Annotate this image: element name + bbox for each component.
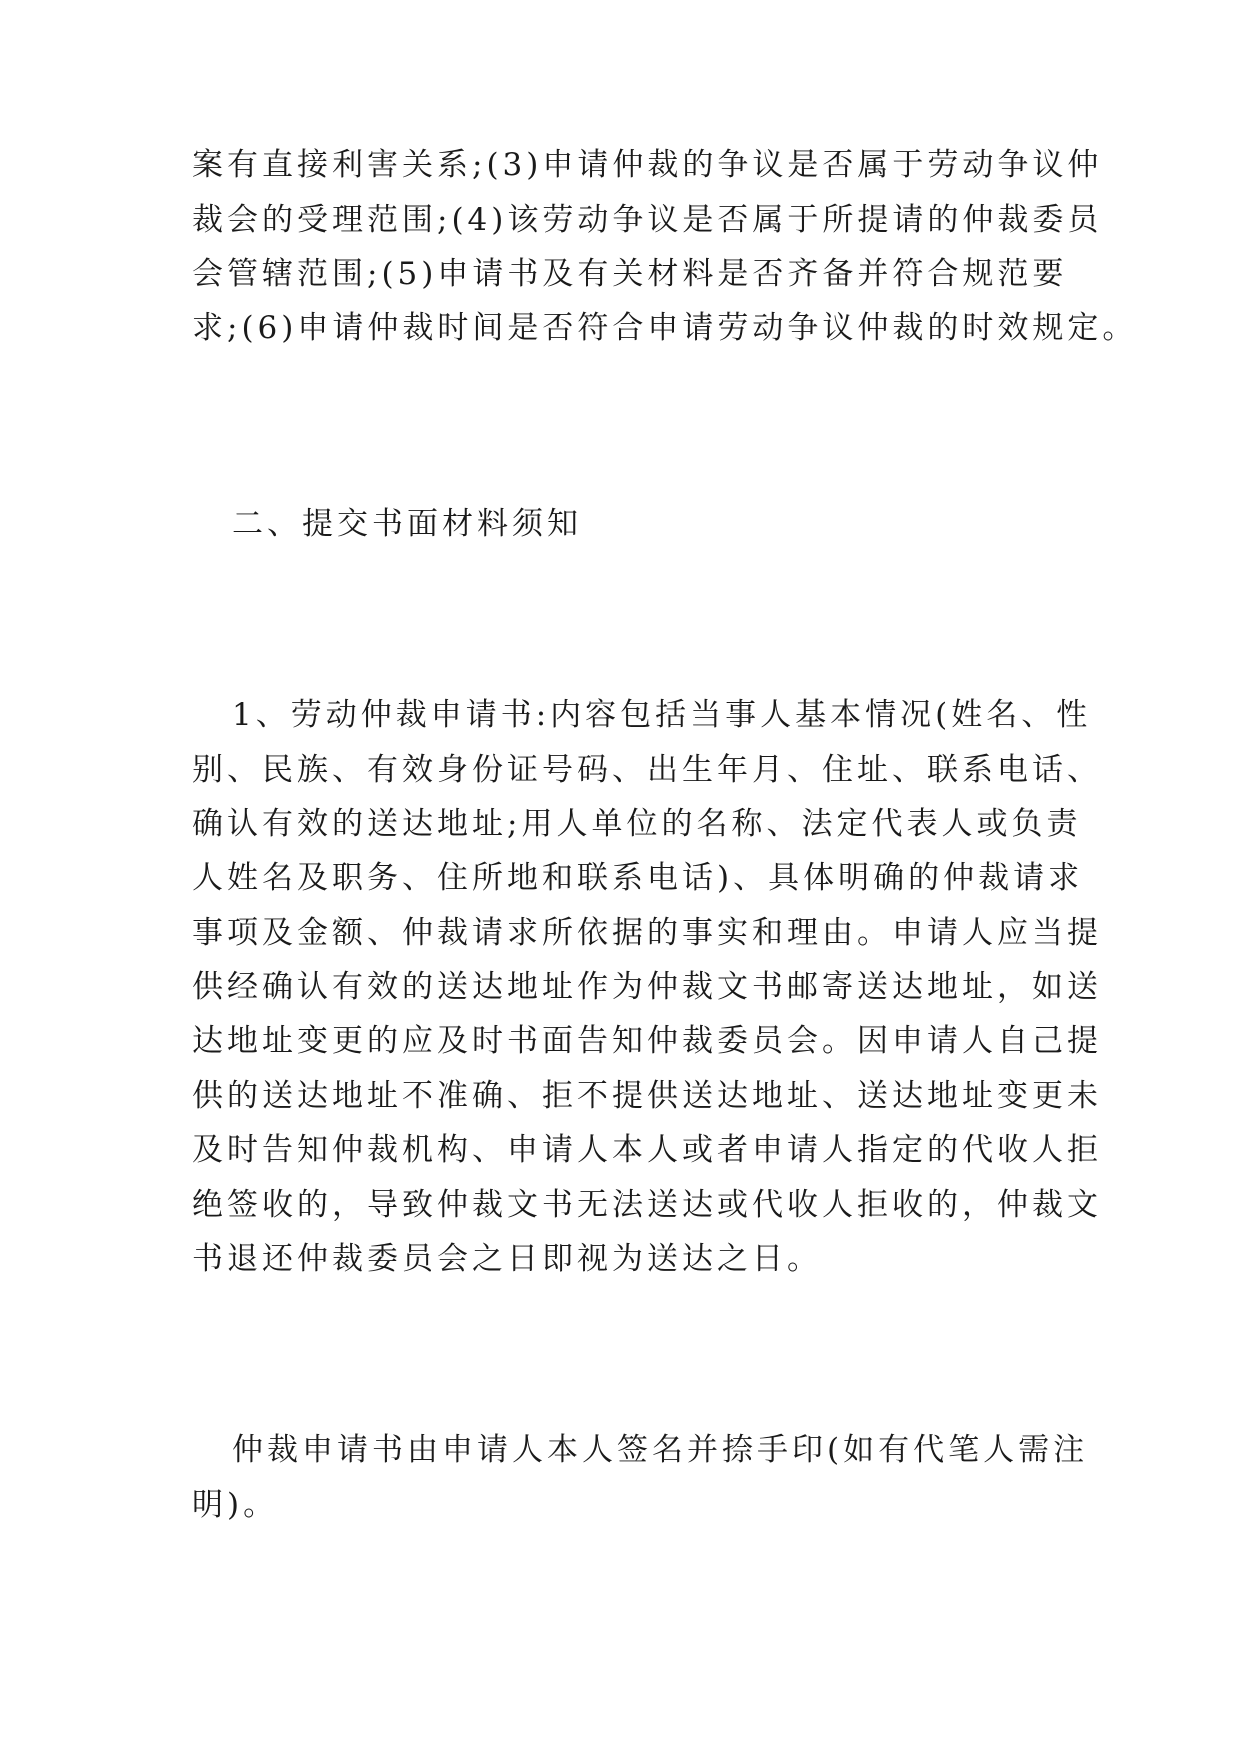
paragraph-line: 别、民族、有效身份证号码、出生年月、住址、联系电话、 xyxy=(192,752,1102,788)
paragraph-line: 达地址变更的应及时书面告知仲裁委员会。因申请人自己提 xyxy=(192,1023,1102,1059)
paragraph-line: 明)。 xyxy=(192,1487,279,1523)
paragraph-line: 绝签收的，导致仲裁文书无法送达或代收人拒收的，仲裁文 xyxy=(192,1187,1102,1223)
paragraph-line: 会管辖范围;(5)申请书及有关材料是否齐备并符合规范要 xyxy=(192,256,1068,292)
section-heading: 二、提交书面材料须知 xyxy=(232,506,582,542)
paragraph-line: 仲裁申请书由申请人本人签名并捺手印(如有代笔人需注 xyxy=(232,1432,1089,1468)
paragraph-line: 裁会的受理范围;(4)该劳动争议是否属于所提请的仲裁委员 xyxy=(192,202,1103,238)
paragraph-line: 供的送达地址不准确、拒不提供送达地址、送达地址变更未 xyxy=(192,1078,1102,1114)
paragraph-line: 事项及金额、仲裁请求所依据的事实和理由。申请人应当提 xyxy=(192,915,1102,951)
paragraph-line: 及时告知仲裁机构、申请人本人或者申请人指定的代收人拒 xyxy=(192,1132,1102,1168)
paragraph-line: 人姓名及职务、住所地和联系电话)、具体明确的仲裁请求 xyxy=(192,860,1084,896)
paragraph-line: 确认有效的送达地址;用人单位的名称、法定代表人或负责 xyxy=(192,806,1082,842)
paragraph-line: 案有直接利害关系;(3)申请仲裁的争议是否属于劳动争议仲 xyxy=(192,147,1103,183)
paragraph-line: 求;(6)申请仲裁时间是否符合申请劳动争议仲裁的时效规定。 xyxy=(192,310,1138,346)
paragraph-line: 供经确认有效的送达地址作为仲裁文书邮寄送达地址，如送 xyxy=(192,969,1102,1005)
paragraph-line: 书退还仲裁委员会之日即视为送达之日。 xyxy=(192,1241,822,1277)
paragraph-line: 1、劳动仲裁申请书:内容包括当事人基本情况(姓名、性 xyxy=(232,697,1092,733)
